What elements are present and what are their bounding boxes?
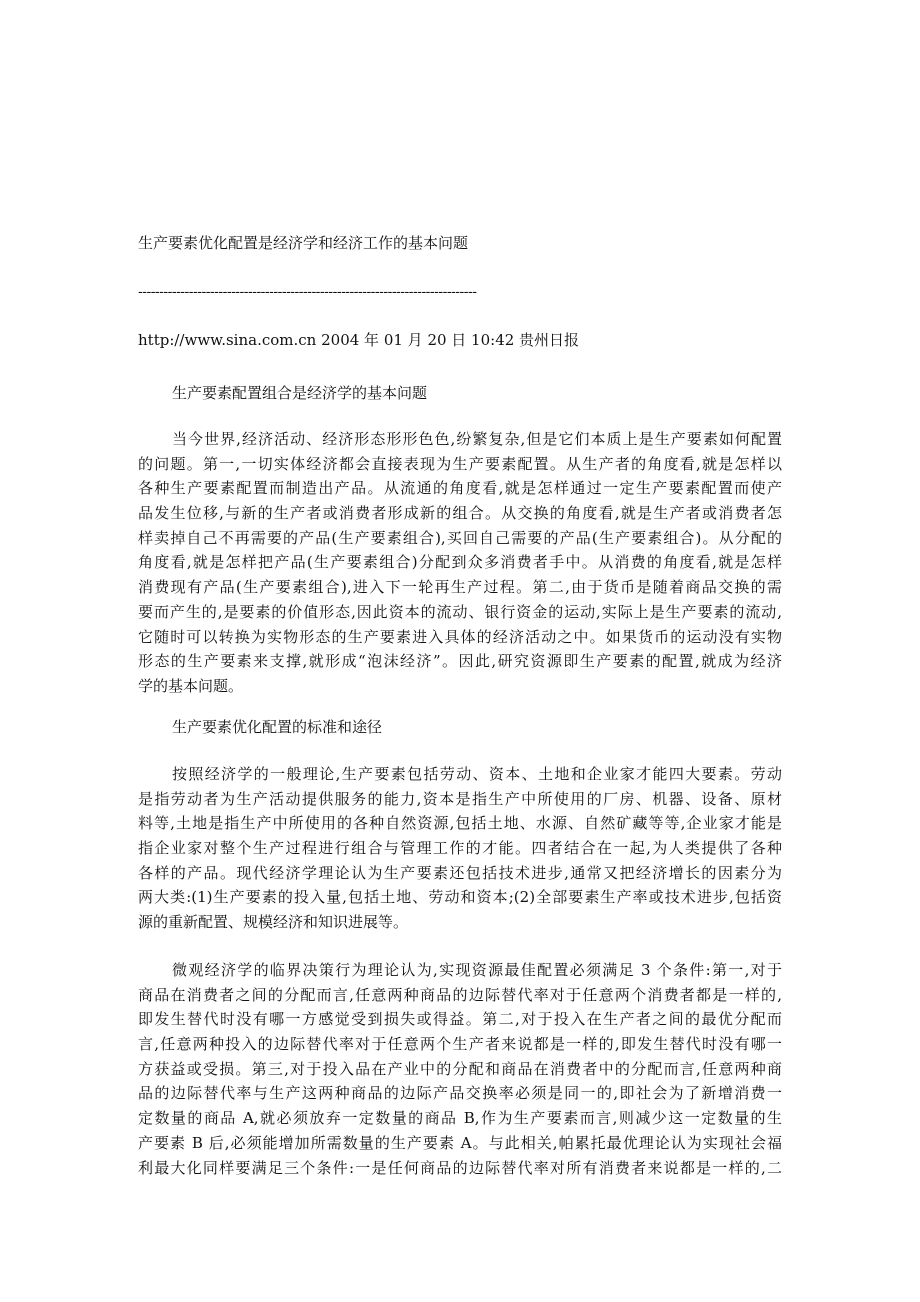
- paragraph-line: 当今世界,经济活动、经济形态形形色色,纷繁复杂,但是它们本质上是生产要素如何配置: [172, 430, 782, 448]
- paragraph-line: 形态的生产要素来支撑,就形成“泡沫经济”。因此,研究资源即生产要素的配置,就成为经济: [138, 652, 782, 671]
- section-heading-2: 生产要素优化配置的标准和途径: [172, 718, 383, 736]
- paragraph-line: 消费现有产品(生产要素组合),进入下一轮再生产过程。第二,由于货币是随着商品交换的需: [138, 578, 782, 597]
- paragraph-line: 言,任意两种投入的边际替代率对于任意两个生产者来说都是一样的,即发生替代时没有哪一: [138, 1035, 782, 1054]
- paragraph-line: 即发生替代时没有哪一方感觉受到损失或得益。第二,对于投入在生产者之间的最优分配而: [138, 1010, 782, 1029]
- paragraph-line: 样卖掉自己不再需要的产品(生产要素组合),买回自己需要的产品(生产要素组合)。从分配的: [138, 528, 782, 547]
- paragraph-line: 利最大化同样要满足三个条件:一是任何商品的边际替代率对所有消费者来说都是一样的,二: [138, 1158, 782, 1177]
- paragraph-line: 是指劳动者为生产活动提供服务的能力,资本是指生产中所使用的厂房、机器、设备、原材: [138, 789, 782, 808]
- paragraph-line: 料等,土地是指生产中所使用的各种自然资源,包括土地、水源、自然矿藏等等,企业家才能是: [138, 814, 782, 833]
- paragraph-line: 产要素 B 后,必须能增加所需数量的生产要素 A。与此相关,帕累托最优理论认为实现社会福: [138, 1133, 782, 1152]
- paragraph-line: 指企业家对整个生产过程进行组合与管理工作的才能。四者结合在一起,为人类提供了各种: [138, 839, 782, 858]
- paragraph-line: 要而产生的,是要素的价值形态,因此资本的流动、银行资金的运动,实际上是生产要素的流动,: [138, 602, 782, 621]
- paragraph-3: [138, 958, 782, 1180]
- paragraph-line: 角度看,就是怎样把产品(生产要素组合)分配到众多消费者手中。从消费的角度看,就是怎样: [138, 553, 782, 572]
- source-line: http://www.sina.com.cn 2004 年 01 月 20 日 10:42 贵州日报: [138, 331, 580, 349]
- paragraph-line: 两大类:(1)生产要素的投入量,包括土地、劳动和资本;(2)全部要素生产率或技术进步,包括资: [138, 888, 782, 907]
- paragraph-line: 各种生产要素配置而制造出产品。从流通的角度看,就是怎样通过一定生产要素配置而使产: [138, 479, 782, 498]
- paragraph-line: 微观经济学的临界决策行为理论认为,实现资源最佳配置必须满足 3 个条件:第一,对于: [172, 961, 782, 979]
- paragraph-line: 商品在消费者之间的分配而言,任意两种商品的边际替代率对于任意两个消费者都是一样的,: [138, 985, 782, 1004]
- article-title: 生产要素优化配置是经济学和经济工作的基本问题: [138, 234, 469, 252]
- paragraph-line: 源的重新配置、规模经济和知识进展等。: [138, 913, 409, 932]
- paragraph-line: 品的边际替代率与生产这两种商品的边际产品交换率必须是同一的,即社会为了新增消费一: [138, 1084, 782, 1103]
- paragraph-line: 方获益或受损。第三,对于投入品在产业中的分配和商品在消费者中的分配而言,任意两种商: [138, 1059, 782, 1078]
- paragraph-line: 各样的产品。现代经济学理论认为生产要素还包括技术进步,通常又把经济增长的因素分为: [138, 863, 782, 882]
- paragraph-2: [138, 762, 782, 935]
- paragraph-line: 品发生位移,与新的生产者或消费者形成新的组合。从交换的角度看,就是生产者或消费者怎: [138, 504, 782, 523]
- paragraph-1: [138, 427, 782, 699]
- paragraph-line: 按照经济学的一般理论,生产要素包括劳动、资本、土地和企业家才能四大要素。劳动: [172, 765, 782, 783]
- paragraph-line: 的问题。第一,一切实体经济都会直接表现为生产要素配置。从生产者的角度看,就是怎样以: [138, 454, 782, 473]
- divider-line: --------------------------------------------------------------------------------: [138, 284, 477, 300]
- section-heading-1: 生产要素配置组合是经济学的基本问题: [172, 384, 428, 402]
- paragraph-line: 定数量的商品 A,就必须放弃一定数量的商品 B,作为生产要素而言,则减少这一定数量的生: [138, 1109, 782, 1128]
- paragraph-line: 它随时可以转换为实物形态的生产要素进入具体的经济活动之中。如果货币的运动没有实物: [138, 627, 782, 646]
- paragraph-line: 学的基本问题。: [138, 676, 244, 695]
